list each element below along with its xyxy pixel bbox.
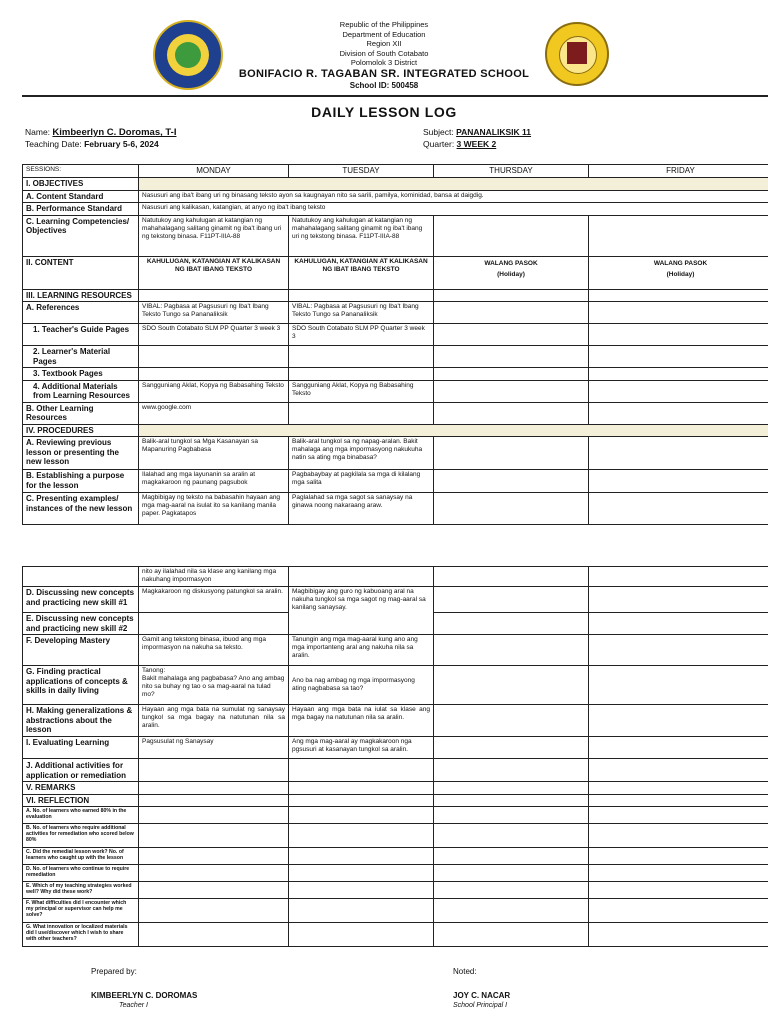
row-label: V. REMARKS (23, 782, 139, 795)
row-label: C. Did the remedial lesson work? No. of learners who caught up with the lesson (23, 848, 139, 865)
row-label: E. Discussing new concepts and practicing new skill #2 (23, 613, 139, 635)
quarter-label: Quarter: (423, 139, 457, 149)
table-row (23, 587, 768, 613)
cell-tuesday: Magbibigay ang guro ng kabuoang aral na nakuha tungkol sa mga sagot ng mag-aaral sa kanilang sanaysay. (289, 587, 434, 635)
table-row (23, 759, 768, 782)
section-row (23, 289, 768, 302)
cell-monday: SDO South Cotabato SLM PP Quarter 3 week 3 (139, 324, 289, 346)
table-row (23, 666, 768, 705)
row-label: II. CONTENT (23, 256, 139, 289)
cell-monday: Natutukoy ang kahulugan at katangian ng mahahalagang salitang ginamit ng iba't ibang uri ng tekstong binasa. F11PT-IIIA-88 (139, 215, 289, 256)
sessions-label: SESSIONS: (23, 165, 139, 178)
section-row (23, 424, 768, 437)
table-row (23, 346, 768, 368)
cell-monday: Tanong: Bakit mahalaga ang pagbabasa? Ano ang ambag nito sa buhay ng tao o sa mag-aaral na tulad mo? (139, 666, 289, 705)
header-line: Region XII (366, 39, 402, 48)
cell-monday: KAHULUGAN, KATANGIAN AT KALIKASAN NG IBAT IBANG TEKSTO (139, 256, 289, 289)
table-row (23, 865, 768, 882)
teacher-name: Kimbeerlyn C. Doromas, T-I (52, 127, 177, 138)
subject-label: Subject: (423, 127, 457, 137)
noted-by-position: School Principal I (453, 1002, 508, 1009)
table-row (23, 190, 768, 203)
prepared-by-label: Prepared by: (91, 967, 137, 976)
row-label: B. No. of learners who require additional activities for remediation who scored below 80% (23, 824, 139, 848)
section-fill (139, 178, 768, 191)
table-header-row (23, 165, 768, 178)
section-learning-resources: III. LEARNING RESOURCES (23, 289, 139, 302)
table-row (23, 824, 768, 848)
table-row (23, 567, 768, 587)
cell-monday: Magkakaroon ng diskusyong patungkol sa aralin. (139, 587, 289, 613)
row-label: A. No. of learners who earned 80% in the evaluation (23, 807, 139, 824)
quarter-value: 3 WEEK 2 (456, 139, 497, 149)
quarter-field (423, 139, 496, 150)
row-label: 1. Teacher's Guide Pages (23, 324, 139, 346)
cell-friday: WALANG PASOK (Holiday) (589, 256, 768, 289)
lesson-log-table-page-1 (22, 164, 768, 525)
prepared-by-position: Teacher I (119, 1002, 148, 1009)
header-divider (22, 95, 768, 97)
table-row (23, 215, 768, 256)
cell-tuesday: Sangguniang Aklat, Kopya ng Babasahing Teksto (289, 380, 434, 402)
row-label: I. Evaluating Learning (23, 737, 139, 759)
table-row (23, 380, 768, 402)
table-row (23, 705, 768, 737)
table-row (23, 324, 768, 346)
performance-standard-text: Nasusuri ang kalikasan, katangian, at anyo ng iba't ibang teksto (139, 203, 768, 216)
cell-tuesday: Tanungin ang mga mag-aaral kung ano ang mga importanteng aral ang nakuha nila sa aralin. (289, 635, 434, 666)
table-row (23, 203, 768, 216)
day-header-friday: FRIDAY (589, 165, 768, 178)
row-label: G. Finding practical applications of concepts & skills in daily living (23, 666, 139, 705)
noted-by-block (453, 967, 510, 1011)
cell-tuesday: Paglalahad sa mga sagot sa sanaysay na ginawa noong nakaraang araw. (289, 493, 434, 525)
page-title: DAILY LESSON LOG (311, 104, 457, 120)
cell-monday: Magbibigay ng teksto na babasahin hayaan ang mga mag-aaral na isulat ito sa kanilang manila paper. Pagkatapos (139, 493, 289, 525)
table-row (23, 737, 768, 759)
row-label: 4. Additional Materials from Learning Resources (23, 380, 139, 402)
cell-monday: www.google.com (139, 402, 289, 424)
table-row (23, 782, 768, 795)
cell-tuesday: Natutukoy ang kahulugan at katangian ng mahahalagang salitang ginamit ng iba't ibang uri ng tekstong binasa. F11PT-IIIA-88 (289, 215, 434, 256)
cell-thursday (434, 215, 589, 256)
content-standard-text: Nasusuri ang iba't ibang uri ng binasang teksto ayon sa kaugnayan nito sa sarili, pamilya, kominidad, bansa at daigdig. (139, 190, 768, 203)
lesson-log-table-page-2 (22, 566, 768, 947)
prepared-by-block (91, 967, 197, 1011)
prepared-by-name: KIMBEERLYN C. DOROMAS (91, 991, 198, 1000)
cell-tuesday: Ano ba nag ambag ng mga impormasyong ating nagbabasa sa tao? (289, 666, 434, 705)
day-header-monday: MONDAY (139, 165, 289, 178)
table-row (23, 794, 768, 807)
row-label: D. No. of learners who continue to require remediation (23, 865, 139, 882)
cell-monday: Hayaan ang mga bata na sumulat ng sanaysay tungkol sa mga bagay na natutunan nila sa aralin. (139, 705, 289, 737)
cell-tuesday: KAHULUGAN, KATANGIAN AT KALIKASAN NG IBAT IBANG TEKSTO (289, 256, 434, 289)
row-label: F. Developing Mastery (23, 635, 139, 666)
cell-thursday: WALANG PASOK (Holiday) (434, 256, 589, 289)
section-row (23, 178, 768, 191)
cell-tuesday: Balik-aral tungkol sa ng napag-aralan. Bakit mahalaga ang mga impormasyong nakukuha natin sa ating mga binabasa? (289, 437, 434, 470)
row-label: H. Making generalizations & abstractions about the lesson (23, 705, 139, 737)
table-row (23, 899, 768, 923)
cell-monday: VIBAL: Pagbasa at Pagsusuri ng Iba't Ibang Teksto Tungo sa Pananaliksik (139, 302, 289, 324)
table-row (23, 256, 768, 289)
cell-monday: Sangguniang Aklat, Kopya ng Babasahing Teksto (139, 380, 289, 402)
cell-tuesday: Pagbabaybay at pagkilala sa mga di kilalang mga salita (289, 470, 434, 493)
teaching-date-field (25, 139, 159, 150)
row-label: A. References (23, 302, 139, 324)
noted-by-name: JOY C. NACAR (453, 991, 511, 1000)
table-row (23, 402, 768, 424)
header-line: Republic of the Philippines (339, 20, 429, 29)
day-header-tuesday: TUESDAY (289, 165, 434, 178)
school-name: BONIFACIO R. TAGABAN SR. INTEGRATED SCHOOL (238, 67, 530, 80)
table-row (23, 807, 768, 824)
row-label: 3. Textbook Pages (23, 368, 139, 381)
section-procedures: IV. PROCEDURES (23, 424, 139, 437)
cell-monday: Ilalahad ang mga layunanin sa aralin at magkakaroon ng paunang pagsubok (139, 470, 289, 493)
row-label: C. Learning Competencies/ Objectives (23, 215, 139, 256)
cell-monday: Gamit ang tekstong binasa, ibuod ang mga impormasyon na nakuha sa teksto. (139, 635, 289, 666)
name-label: Name: (25, 127, 53, 137)
row-label: 2. Learner's Material Pages (23, 346, 139, 368)
header-line: Department of Education (342, 29, 426, 39)
row-label: B. Establishing a purpose for the lesson (23, 470, 139, 493)
table-row (23, 882, 768, 899)
row-label: B. Performance Standard (23, 203, 139, 216)
school-id: School ID: 500458 (349, 80, 419, 90)
cell-monday: nito ay ilalahad nila sa klase ang kanilang mga nakuhang impormasyon (139, 567, 289, 587)
cell-monday: Balik-aral tungkol sa Mga Kasanayan sa Mapanuring Pagbabasa (139, 437, 289, 470)
row-label: A. Reviewing previous lesson or presenting the new lesson (23, 437, 139, 470)
cell-tuesday: SDO South Cotabato SLM PP Quarter 3 week 3 (289, 324, 434, 346)
teacher-name-field (25, 127, 176, 138)
header-line: Division of South Cotabato (339, 48, 429, 58)
row-label: J. Additional activities for application or remediation (23, 759, 139, 782)
teaching-date: February 5-6, 2024 (84, 139, 159, 149)
document-header (0, 20, 768, 91)
table-row (23, 437, 768, 470)
noted-by-label: Noted: (453, 967, 477, 976)
cell-tuesday: Ang mga mag-aaral ay magkakaroon nga pgsusuri at kasanayan tungkol sa aralin. (289, 737, 434, 759)
table-row (23, 470, 768, 493)
subject-value: PANANALIKSIK 11 (456, 127, 532, 137)
table-row (23, 635, 768, 666)
subject-field (423, 127, 531, 138)
row-label: B. Other Learning Resources (23, 402, 139, 424)
row-label: VI. REFLECTION (23, 794, 139, 807)
table-row (23, 493, 768, 525)
table-row (23, 923, 768, 947)
row-label: C. Presenting examples/ instances of the new lesson (23, 493, 139, 525)
cell-monday: Pagsusulat ng Sanaysay (139, 737, 289, 759)
cell-friday (589, 215, 768, 256)
row-label: F. What difficulties did I encounter which my principal or supervisor can help me solve? (23, 899, 139, 923)
section-fill (139, 424, 768, 437)
section-objectives: I. OBJECTIVES (23, 178, 139, 191)
cell-tuesday: VIBAL: Pagbasa at Pagsusuri ng Iba't Ibang Teksto Tungo sa Pananaliksik (289, 302, 434, 324)
cell-tuesday: Hayaan ang mga bata na iulat sa klase ang mga bagay na natutunan nila sa aralin. (289, 705, 434, 737)
header-line: Polomolok 3 District (350, 58, 418, 67)
table-row (23, 848, 768, 865)
row-label: D. Discussing new concepts and practicing new skill #1 (23, 587, 139, 613)
row-label: A. Content Standard (23, 190, 139, 203)
table-row (23, 368, 768, 381)
row-label: G. What innovation or localized materials did I use/discover which I wish to share with other teachers? (23, 923, 139, 947)
date-label: Teaching Date: (25, 139, 85, 149)
day-header-thursday: THURSDAY (434, 165, 589, 178)
row-label: E. Which of my teaching strategies worked well? Why did these work? (23, 882, 139, 899)
table-row (23, 302, 768, 324)
